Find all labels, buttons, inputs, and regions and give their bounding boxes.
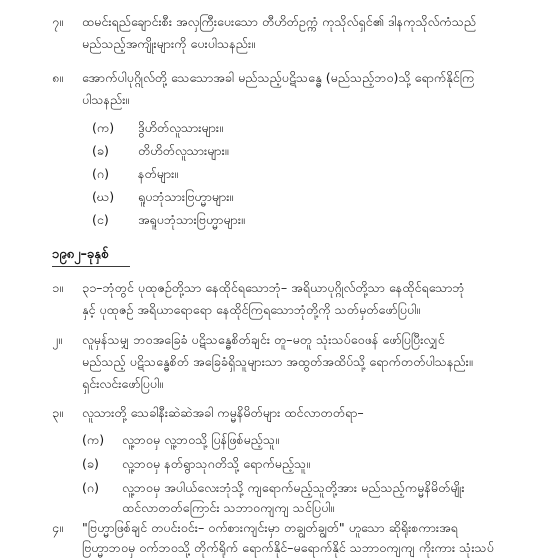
heading-underline <box>52 266 130 267</box>
question-text-line: ဗြဟ္မာဘဝမှ ဝက်ဘဝသို့ တိုက်ရိုက် ရောက်နိုင်–မရောက်နိုင် သဘာဝကျကျ ကိုးကား သုံးသပ် <box>82 540 494 555</box>
question-number: ၂။ <box>52 332 62 347</box>
question-number: ၁။ <box>52 280 63 295</box>
option-text: လူ့ဘဝမှ နတ်ရွာသုဂတိသို့ ရောက်မည့်သူ။ <box>122 456 311 471</box>
question-text-line: ၃၁–ဘုံတွင် ပုထုဇဉ်တို့သာ နေထိုင်ရသောဘုံ– အရိယာပုဂ္ဂိုလ်တို့သာ နေထိုင်ရသောဘုံ <box>82 280 465 295</box>
question-text-line: "ဗြဟ္မာဖြစ်ချင် တပင်းဝင်း– ဝက်စားကျင်းမှာ တချွတ်ချွတ်" ဟူသော ဆိုရိုးစကားအရ <box>82 520 458 535</box>
option-text: လူ့ဘဝမှ လူ့ဘဝသို့ ပြန်ဖြစ်မည့်သူ။ <box>122 432 279 447</box>
option-text-continued: ထင်လာတတ်ကြောင်း သဘာဝကျကျ သင်ပြပါ။ <box>122 500 335 515</box>
option-text: ရူပဘုံသားဗြဟ္မာများ။ <box>138 189 234 204</box>
option-text: တိဟိတ်လူသားများ။ <box>138 143 229 158</box>
option-text: လူ့ဘဝမှ အပါယ်လေးဘုံသို့ ကျရောက်မည့်သူတို့အား မည်သည့်ကမ္မနိမိတ်မျိုး <box>122 480 465 495</box>
option-text: အရူပဘုံသားဗြဟ္မာများ။ <box>138 212 245 227</box>
question-number: ၈။ <box>52 70 64 85</box>
option-marker: (ဂ) <box>92 166 110 181</box>
option-marker: (ခ) <box>92 143 109 158</box>
question-number: ၄။ <box>52 520 63 535</box>
question-text-line: ပါသနည်း။ <box>82 92 130 107</box>
option-marker: (ခ) <box>82 456 99 471</box>
option-marker: (က) <box>82 432 105 447</box>
question-number: ၃။ <box>52 405 63 420</box>
question-text-line: နှင့် ပုထုဇဉ် အရိယာရောရော နေထိုင်ကြရသောဘုံတို့ကို သတ်မှတ်ဖော်ပြပါ။ <box>82 302 421 317</box>
option-text: နတ်များ။ <box>138 166 179 181</box>
option-marker: (ဂ) <box>82 480 100 495</box>
option-marker: (င) <box>92 212 109 227</box>
section-heading: ၁၉၈၂–ခုနှစ် <box>52 247 109 262</box>
question-text-line: လူမှန်သမျှ ဘဝအခြေခံ ပဋိသန္ဓေစိတ်ချင်း တူ–မတူ သုံးသပ်ဝေဖန် ဖော်ပြပြီးလျှင် <box>82 332 445 347</box>
question-number: ၇။ <box>52 14 63 29</box>
option-text: ဒွိဟိတ်လူသားများ။ <box>138 120 223 135</box>
question-text-line: မည်သည့်အကျိုးများကို ပေးပါသနည်း။ <box>82 36 255 51</box>
option-marker: (ဃ) <box>92 189 115 204</box>
question-text-line: အောက်ပါပုဂ္ဂိုလ်တို့ သေသောအခါ မည်သည့်ပဋိသန္ဓေ (မည်သည့်ဘဝ)သို့ ရောက်နိုင်ကြ <box>82 70 475 85</box>
option-marker: (က) <box>92 120 115 135</box>
question-text-line: ရှင်းလင်းဖော်ပြပါ။ <box>82 376 164 391</box>
question-text-line: ထမင်းရည်ချောင်းစီး အလှကြီးပေးသော တီဟိတ်ဥက္ကံ ကုသိုလ်ရှင်၏ ဒါနကုသိုလ်ကံသည် <box>82 14 477 29</box>
question-text-line: လူသားတို့ သေခါနီးဆဲဆဲအခါ ကမ္မနိမိတ်များ ထင်လာတတ်ရာ– <box>82 405 364 420</box>
question-text-line: မည်သည့် ပဋိသန္ဓေစိတ် အခြေခံရှိသူများသာ အထွတ်အထိပ်သို့ ရောက်တတ်ပါသနည်း။ <box>82 354 473 369</box>
